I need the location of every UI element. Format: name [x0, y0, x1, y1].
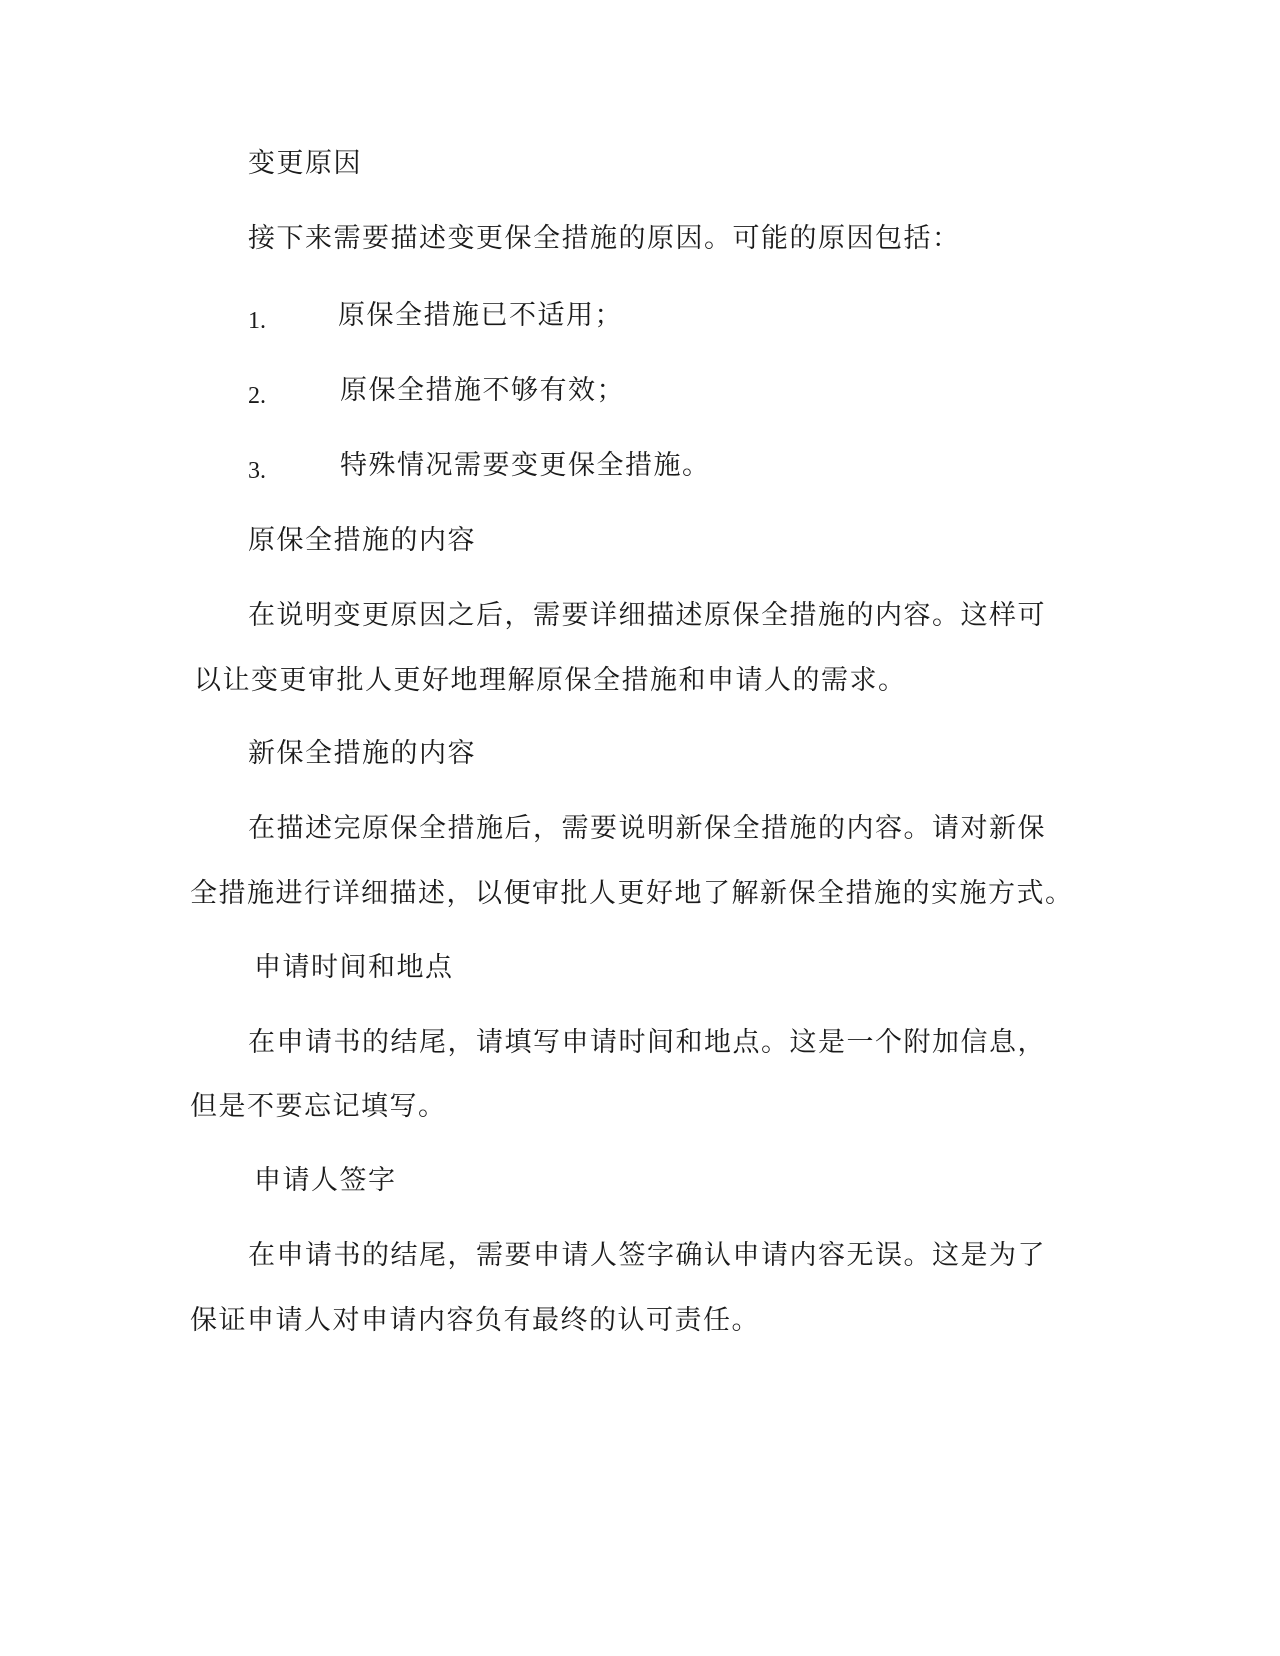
- list-number: 2.: [248, 383, 266, 409]
- list-item: 特殊情况需要变更保全措施。: [340, 450, 711, 481]
- paragraph-line: 保证申请人对申请内容负有最终的认可责任。: [190, 1305, 760, 1336]
- section-heading: 新保全措施的内容: [248, 738, 476, 769]
- section-heading: 申请时间和地点: [254, 952, 454, 983]
- paragraph-line: 以让变更审批人更好地理解原保全措施和申请人的需求。: [194, 665, 907, 696]
- list-item: 原保全措施不够有效；: [340, 375, 625, 406]
- paragraph-line: 但是不要忘记填写。: [190, 1091, 447, 1122]
- paragraph-line: 在说明变更原因之后，需要详细描述原保全措施的内容。这样可: [248, 600, 1046, 631]
- list-number: 3.: [248, 458, 266, 484]
- section-heading: 原保全措施的内容: [248, 525, 476, 556]
- paragraph-line: 在申请书的结尾，需要申请人签字确认申请内容无误。这是为了: [248, 1240, 1046, 1271]
- list-number: 1.: [248, 308, 266, 334]
- paragraph-line: 在申请书的结尾，请填写申请时间和地点。这是一个附加信息，: [248, 1027, 1046, 1058]
- paragraph-line: 全措施进行详细描述，以便审批人更好地了解新保全措施的实施方式。: [190, 878, 1074, 909]
- section-heading: 申请人签字: [254, 1165, 397, 1196]
- list-item: 原保全措施已不适用；: [338, 300, 623, 331]
- section-heading: 变更原因: [248, 148, 362, 179]
- paragraph: 接下来需要描述变更保全措施的原因。可能的原因包括：: [248, 223, 961, 254]
- paragraph-line: 在描述完原保全措施后，需要说明新保全措施的内容。请对新保: [248, 813, 1046, 844]
